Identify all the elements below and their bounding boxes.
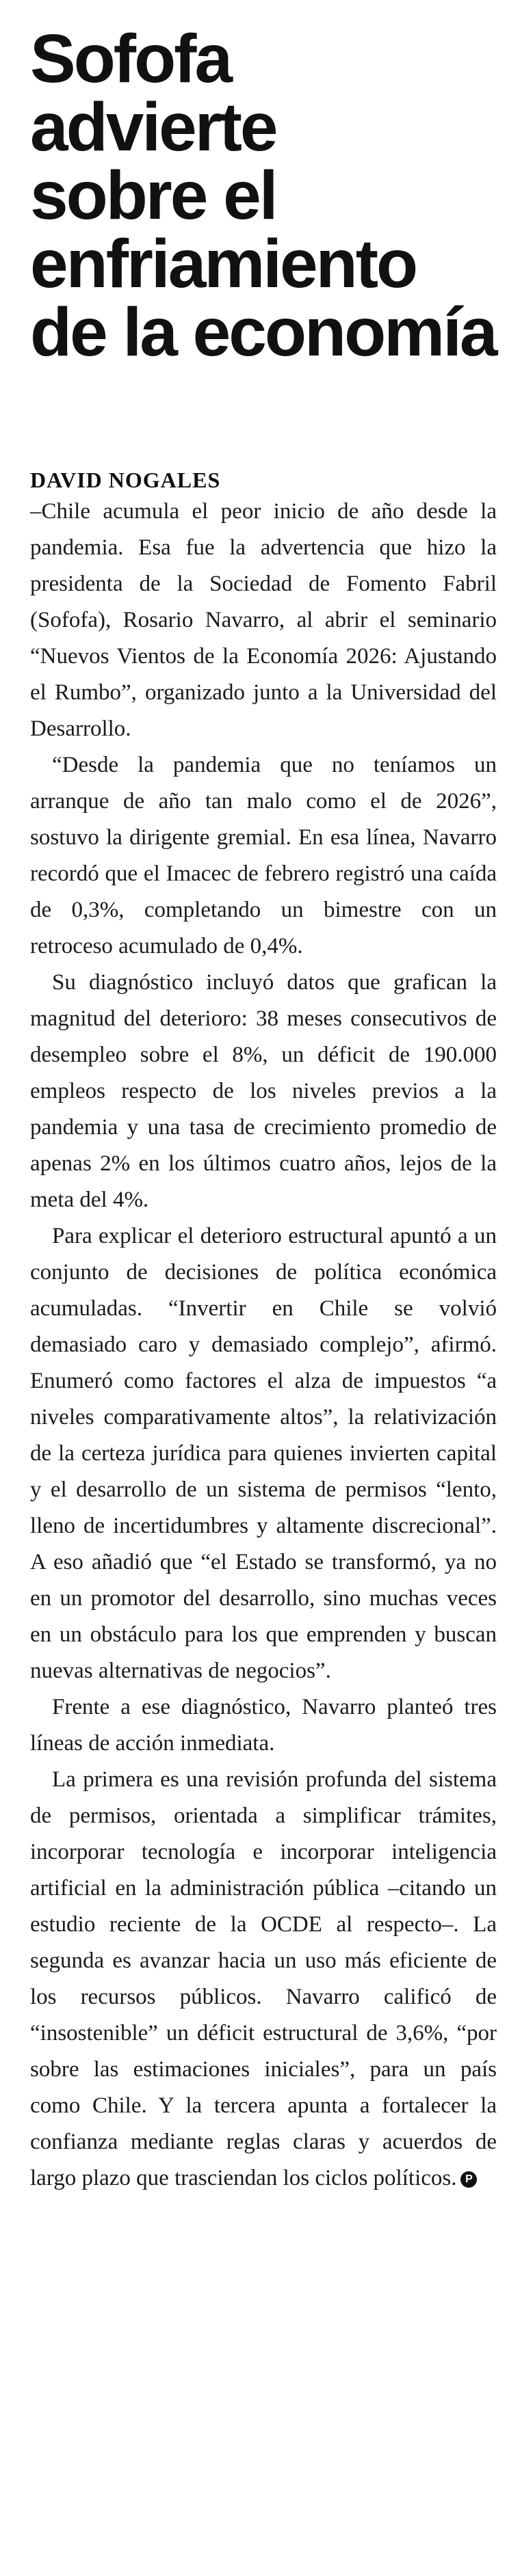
body-paragraph: Su diagnóstico incluyó datos que grafican la magnitud del deterioro: 38 meses consecutivos de desempleo sobre el 8%, un déficit de 190.000 empleos respecto de los niveles previos a la pandemia y una tasa de crecimiento promedio de apenas 2% en los últimos cuatro años, lejos de la meta del 4%. — [30, 970, 497, 1212]
body-paragraph-last — [30, 1762, 497, 2197]
body-paragraph: Para explicar el deterioro estructural apuntó a un conjunto de decisiones de política económica acumuladas. “Invertir en Chile se volvió demasiado caro y demasiado complejo”, afirmó. Enumeró como factores el alza de impuestos “a niveles comparativamente altos”, la relativización de la certeza jurídica para quienes invierten capital y el desarrollo de un sistema de permisos “lento, lleno de incertidumbres y altamente discrecional”. A eso añadió que “el Estado se transformó, ya no en un promotor del desarrollo, sino muchas veces en un obstáculo para los que emprenden y buscan nuevas alternativas de negocios”. — [30, 1224, 497, 1683]
byline: DAVID NOGALES — [30, 468, 221, 492]
body-paragraph-text: La primera es una revisión profunda del sistema de permisos, orientada a simplificar trámites, incorporar tecnología e incorporar inteligencia artificial en la administración pública –citando un estudio reciente de la OCDE al respecto–. La segunda es avanzar hacia un uso más eficiente de los recursos públicos. Navarro calificó de “insostenible” un déficit estructural de 3,6%, “por sobre las estimaciones iniciales”, para un país como Chile. Y la tercera apunta a fortalecer la confianza mediante reglas claras y acuerdos de largo plazo que trasciendan los ciclos políticos. — [30, 1767, 497, 2190]
headline-line: advierte — [30, 89, 276, 165]
headline-line: sobre el — [30, 157, 276, 234]
end-of-article-icon: P — [460, 2171, 477, 2188]
article-body — [30, 494, 497, 2197]
headline-line: de la economía — [30, 294, 496, 371]
body-paragraph: Frente a ese diagnóstico, Navarro planteó tres líneas de acción inmediata. — [30, 1695, 497, 1756]
body-paragraph: –Chile acumula el peor inicio de año desde la pandemia. Esa fue la advertencia que hizo la presidenta de la Sociedad de Fomento Fabril (Sofofa), Rosario Navarro, al abrir el seminario “Nuevos Vientos de la Economía 2026: Ajustando el Rumbo”, organizado junto a la Universidad del Desarrollo. — [30, 499, 497, 741]
headline-line: Sofofa — [30, 21, 231, 97]
headline — [30, 21, 497, 371]
body-paragraph: “Desde la pandemia que no teníamos un arranque de año tan malo como el de 2026”, sostuvo la dirigente gremial. En esa línea, Navarro recordó que el Imacec de febrero registró una caída de 0,3%, completando un bimestre con un retroceso acumulado de 0,4%. — [30, 753, 497, 958]
headline-line: enfriamiento — [30, 226, 417, 302]
